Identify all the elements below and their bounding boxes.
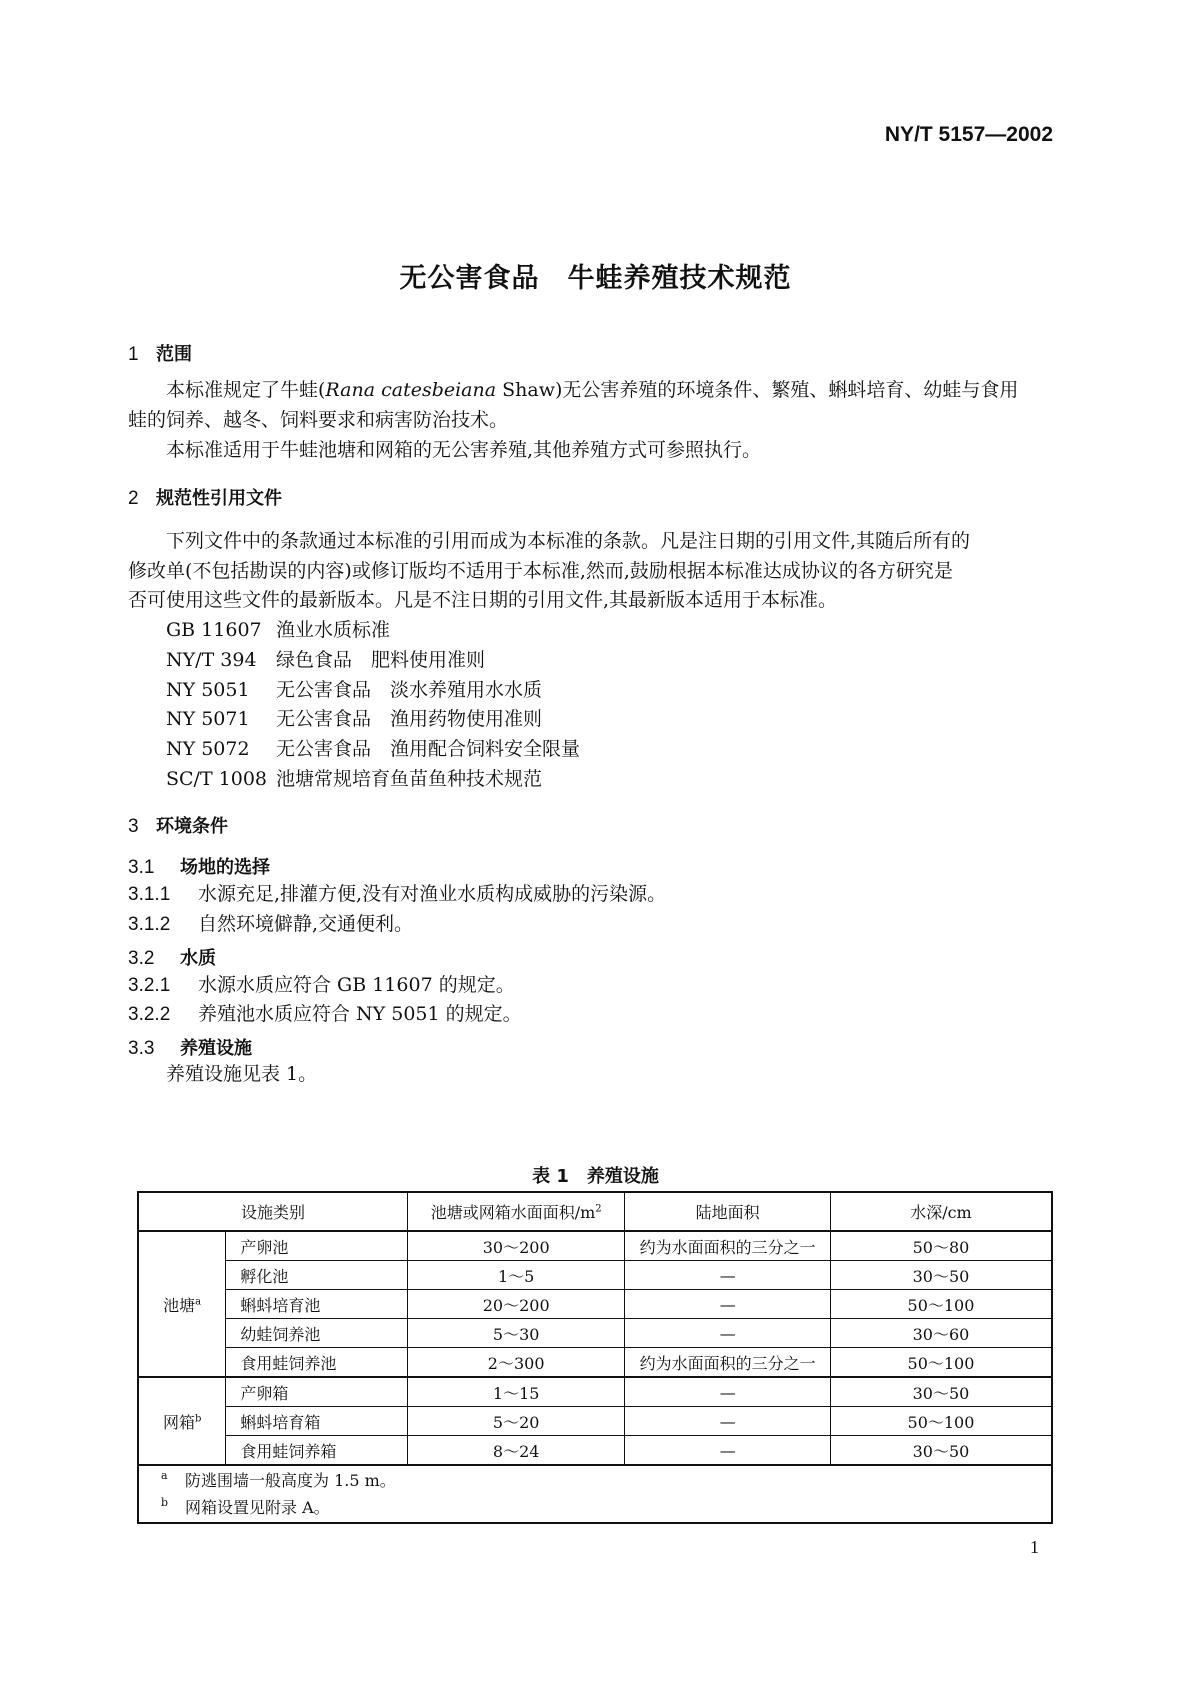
reference-item — [166, 645, 485, 676]
group-cage — [138, 1377, 226, 1465]
subsection-3-2-heading — [128, 944, 216, 970]
reference-code: NY 5051 — [166, 679, 250, 701]
subsection-title: 养殖设施 — [180, 1038, 252, 1059]
table-note — [161, 1494, 1051, 1521]
subsection-3-1-heading — [128, 853, 270, 879]
clause-number: 3.1.1 — [128, 884, 171, 905]
reference-item — [166, 615, 390, 646]
section-1-paragraph-1-line-1 — [166, 375, 1018, 406]
cell-land: — — [625, 1261, 831, 1290]
facility-name: 孵化池 — [226, 1261, 408, 1290]
subsection-3-3-text: 养殖设施见表 1。 — [166, 1063, 318, 1085]
facility-name: 食用蛙饲养箱 — [226, 1436, 408, 1466]
cell-depth: 30～60 — [830, 1319, 1052, 1348]
section-1-paragraph-1-line-2: 蛙的饲养、越冬、饲料要求和病害防治技术。 — [128, 409, 509, 431]
table-header-row — [138, 1192, 1052, 1231]
cell-area: 5～20 — [407, 1407, 625, 1436]
section-2-paragraph-line-2: 修改单(不包括勘误的内容)或修订版均不适用于本标准,然而,鼓励根据本标准达成协议的各方研究是 — [128, 560, 953, 582]
section-number: 1 — [128, 344, 139, 365]
clause-text: 养殖池水质应符合 NY 5051 的规定。 — [198, 1003, 522, 1025]
reference-title: 无公害食品 渔用药物使用准则 — [276, 708, 543, 730]
clause-text: 水源充足,排灌方便,没有对渔业水质构成威胁的污染源。 — [198, 883, 667, 905]
subsection-number: 3.3 — [128, 1038, 155, 1059]
footnote-mark: b — [194, 1413, 202, 1425]
reference-code: NY 5071 — [166, 708, 250, 730]
cell-depth: 50～100 — [830, 1407, 1052, 1436]
table-notes-row — [138, 1465, 1052, 1523]
document-title: 无公害食品 牛蛙养殖技术规范 — [399, 263, 792, 294]
cell-land: — — [625, 1377, 831, 1407]
table-row — [138, 1261, 1052, 1290]
species-name: Rana catesbeiana — [325, 379, 497, 401]
table-notes — [138, 1465, 1052, 1523]
header-area-text: 池塘或网箱水面面积/m — [430, 1203, 596, 1222]
reference-title: 无公害食品 渔用配合饲料安全限量 — [276, 738, 581, 760]
cell-depth: 50～100 — [830, 1290, 1052, 1319]
reference-code: GB 11607 — [166, 619, 262, 641]
facility-name: 幼蛙饲养池 — [226, 1319, 408, 1348]
reference-code: NY/T 394 — [166, 649, 257, 671]
note-mark: b — [161, 1496, 169, 1509]
cell-depth: 50～100 — [830, 1348, 1052, 1378]
cell-area: 1～5 — [407, 1261, 625, 1290]
reference-code: SC/T 1008 — [166, 768, 268, 790]
section-title: 范围 — [156, 344, 192, 365]
footnote-mark: a — [195, 1296, 202, 1308]
facility-name: 蝌蚪培育池 — [226, 1290, 408, 1319]
facility-name: 产卵池 — [226, 1231, 408, 1261]
note-text: 网箱设置见附录 A。 — [185, 1498, 330, 1517]
table-row — [138, 1436, 1052, 1466]
table-caption: 表 1 养殖设施 — [532, 1166, 659, 1187]
cell-land: — — [625, 1290, 831, 1319]
clause-3-2-2 — [128, 999, 522, 1030]
table-row — [138, 1377, 1052, 1407]
cell-land: — — [625, 1436, 831, 1466]
subsection-number: 3.2 — [128, 948, 155, 969]
table-note — [161, 1467, 1051, 1494]
cell-land: 约为水面面积的三分之一 — [625, 1231, 831, 1261]
section-number: 2 — [128, 488, 139, 509]
clause-text: 自然环境僻静,交通便利。 — [198, 913, 414, 935]
group-pond — [138, 1231, 226, 1377]
table-row — [138, 1231, 1052, 1261]
clause-text: 水源水质应符合 GB 11607 的规定。 — [198, 974, 515, 996]
facilities-table — [137, 1191, 1053, 1524]
reference-item — [166, 764, 542, 795]
table-row — [138, 1348, 1052, 1378]
clause-number: 3.2.2 — [128, 1004, 171, 1025]
cell-land: 约为水面面积的三分之一 — [625, 1348, 831, 1378]
cell-area: 5～30 — [407, 1319, 625, 1348]
cell-land: — — [625, 1319, 831, 1348]
table-row — [138, 1319, 1052, 1348]
section-2-paragraph-line-1: 下列文件中的条款通过本标准的引用而成为本标准的条款。凡是注日期的引用文件,其随后所有的 — [166, 530, 971, 552]
cell-area: 2～300 — [407, 1348, 625, 1378]
subsection-3-3-heading — [128, 1034, 252, 1060]
cell-depth: 30～50 — [830, 1261, 1052, 1290]
section-number: 3 — [128, 816, 139, 837]
header-land: 陆地面积 — [625, 1192, 831, 1231]
clause-3-1-1 — [128, 879, 666, 910]
reference-code: NY 5072 — [166, 738, 250, 760]
section-2-paragraph-line-3: 否可使用这些文件的最新版本。凡是不注日期的引用文件,其最新版本适用于本标准。 — [128, 589, 838, 611]
group-label: 网箱 — [162, 1412, 195, 1432]
header-area — [407, 1192, 625, 1231]
standard-code: NY/T 5157—2002 — [884, 123, 1053, 146]
group-label: 池塘 — [163, 1295, 196, 1315]
clause-3-2-1 — [128, 970, 515, 1001]
page-number: 1 — [1030, 1537, 1039, 1557]
clause-number: 3.1.2 — [128, 914, 171, 935]
facility-name: 食用蛙饲养池 — [226, 1348, 408, 1378]
reference-item — [166, 734, 580, 765]
section-1-paragraph-2: 本标准适用于牛蛙池塘和网箱的无公害养殖,其他养殖方式可参照执行。 — [166, 439, 762, 461]
cell-depth: 30～50 — [830, 1436, 1052, 1466]
table-row — [138, 1407, 1052, 1436]
section-title: 规范性引用文件 — [156, 488, 282, 509]
reference-item — [166, 704, 542, 735]
cell-depth: 30～50 — [830, 1377, 1052, 1407]
facility-name: 蝌蚪培育箱 — [226, 1407, 408, 1436]
cell-area: 20～200 — [407, 1290, 625, 1319]
subsection-title: 场地的选择 — [180, 857, 270, 878]
superscript: 2 — [595, 1203, 602, 1215]
section-3-heading — [128, 812, 228, 838]
reference-title: 无公害食品 淡水养殖用水水质 — [276, 679, 543, 701]
note-text: 防逃围墙一般高度为 1.5 m。 — [185, 1471, 396, 1490]
subsection-title: 水质 — [180, 948, 216, 969]
header-depth: 水深/cm — [830, 1192, 1052, 1231]
header-category: 设施类别 — [138, 1192, 407, 1231]
cell-area: 1～15 — [407, 1377, 625, 1407]
text-run: 本标准规定了牛蛙( — [166, 379, 326, 401]
clause-number: 3.2.1 — [128, 975, 171, 996]
reference-title: 绿色食品 肥料使用准则 — [276, 649, 486, 671]
cell-area: 30～200 — [407, 1231, 625, 1261]
clause-3-1-2 — [128, 909, 413, 940]
reference-item — [166, 675, 542, 706]
note-mark: a — [161, 1469, 168, 1482]
section-title: 环境条件 — [156, 816, 228, 837]
cell-depth: 50～80 — [830, 1231, 1052, 1261]
subsection-number: 3.1 — [128, 857, 155, 878]
reference-title: 池塘常规培育鱼苗鱼种技术规范 — [276, 768, 543, 790]
reference-title: 渔业水质标准 — [276, 619, 391, 641]
section-1-heading — [128, 340, 192, 366]
cell-area: 8～24 — [407, 1436, 625, 1466]
section-2-heading — [128, 484, 282, 510]
table-row — [138, 1290, 1052, 1319]
cell-land: — — [625, 1407, 831, 1436]
facility-name: 产卵箱 — [226, 1377, 408, 1407]
text-run: Shaw)无公害养殖的环境条件、繁殖、蝌蚪培育、幼蛙与食用 — [496, 379, 1019, 401]
